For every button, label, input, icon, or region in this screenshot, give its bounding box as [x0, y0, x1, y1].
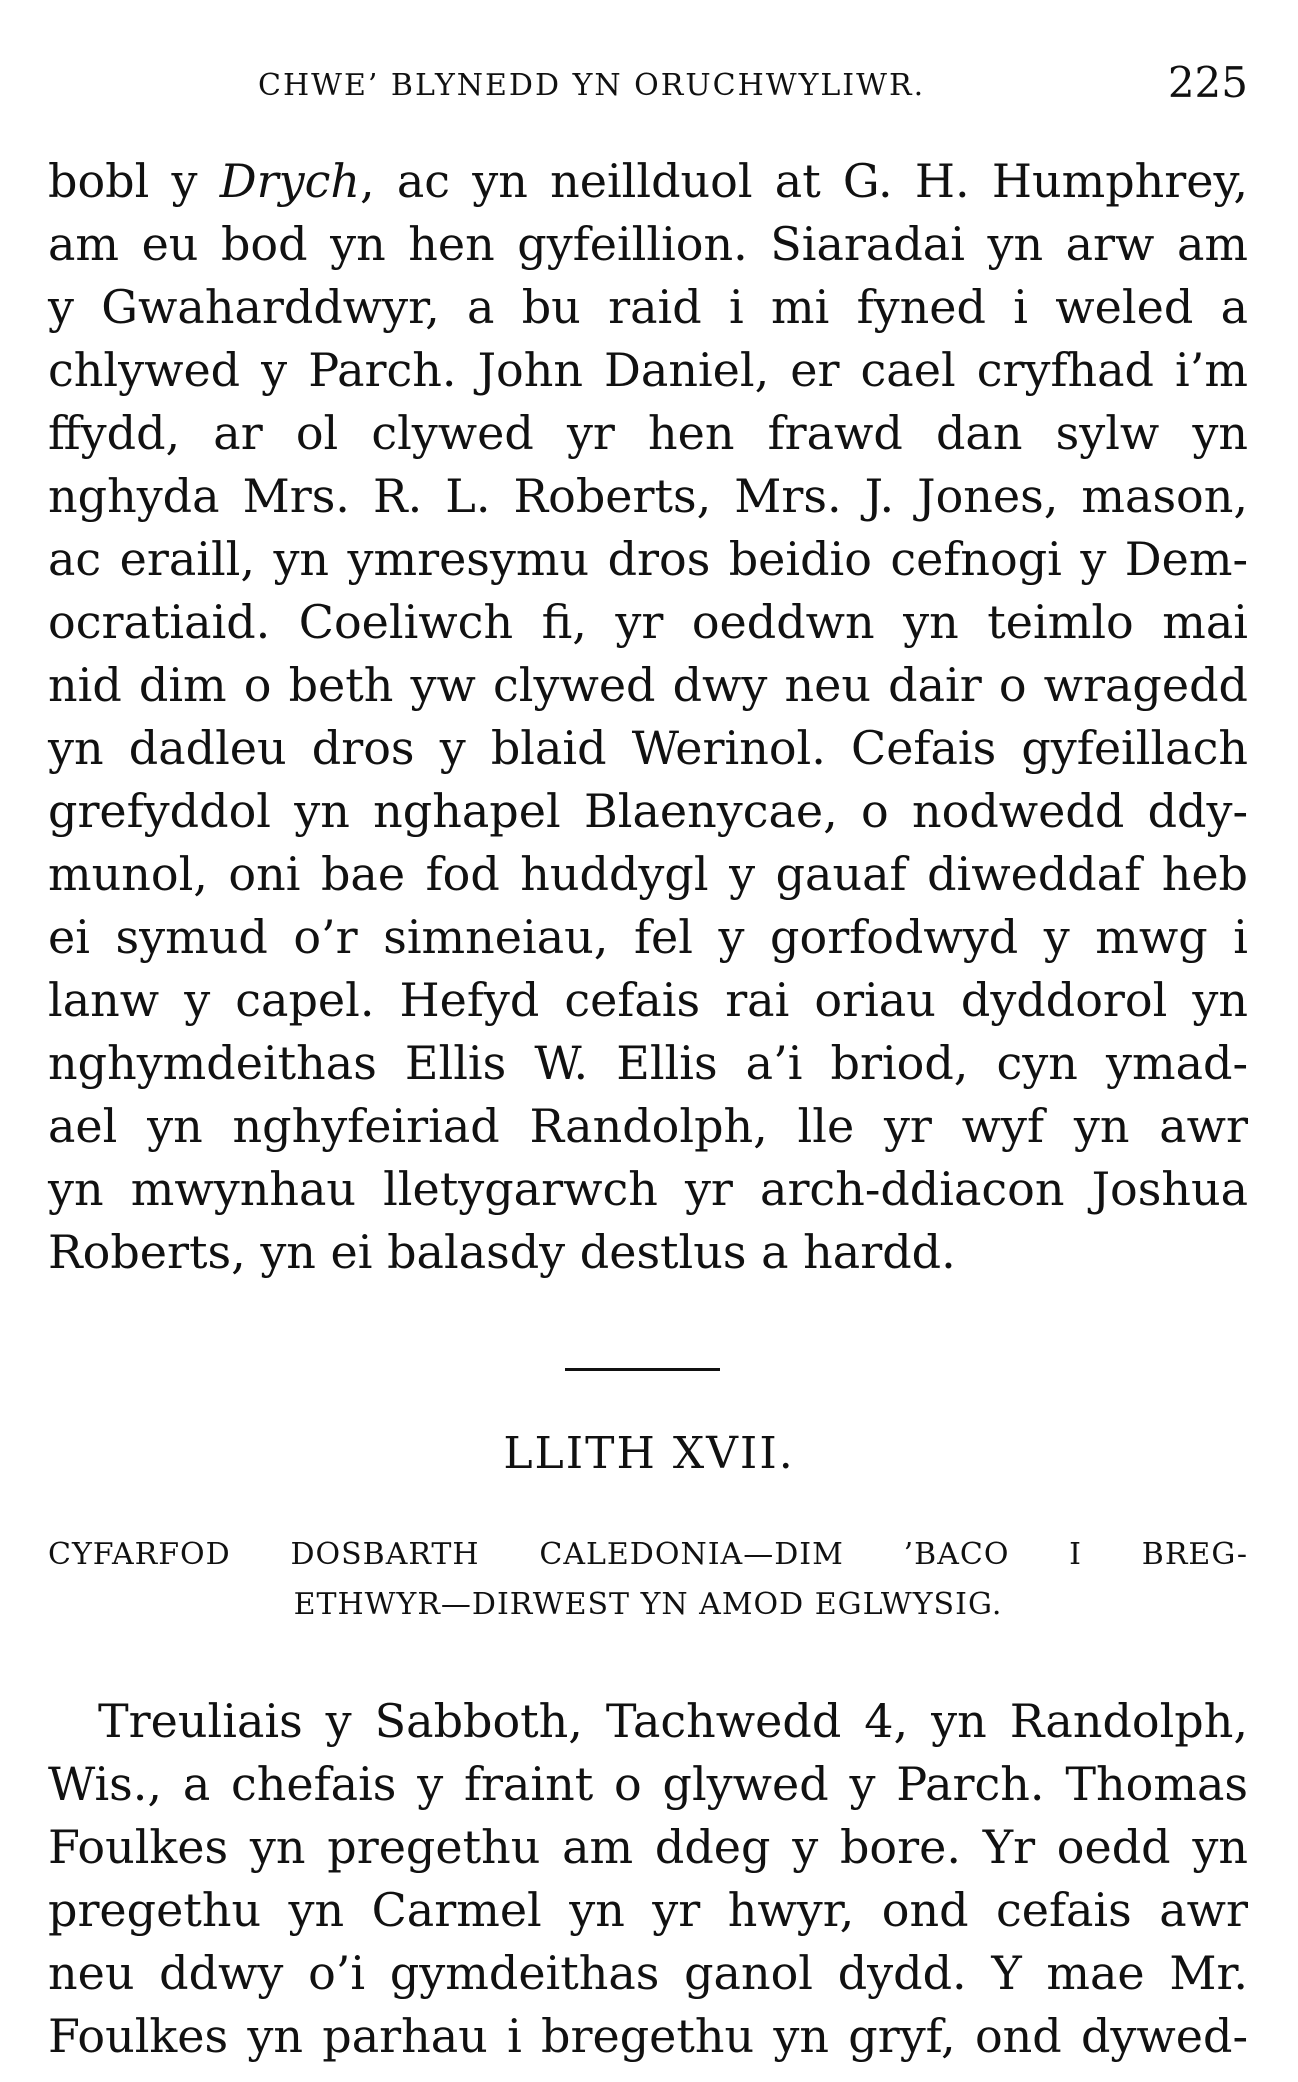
text-line: chlywed y Parch. John Daniel, er cael cryfhad i’m — [48, 343, 1248, 397]
text-line: yn mwynhau lletygarwch yr arch-ddiacon Joshua — [48, 1162, 1248, 1216]
text-line: grefyddol yn nghapel Blaenycae, o nodwedd ddy- — [48, 784, 1248, 838]
text-line: nid dim o beth yw clywed dwy neu dair o wragedd — [48, 658, 1248, 712]
page-number: 225 — [1167, 58, 1248, 107]
text-line: ei symud o’r simneiau, fel y gorfodwyd y mwg i — [48, 910, 1248, 964]
text-line — [48, 150, 1248, 213]
running-title: CHWE’ BLYNEDD YN ORUCHWYLIWR. — [258, 68, 926, 103]
text-segment: , ac yn neillduol at G. H. Humphrey, — [360, 154, 1249, 208]
text-line: ffydd, ar ol clywed yr hen frawd dan sylw yn — [48, 406, 1248, 460]
section-divider — [565, 1368, 720, 1371]
paragraph-1 — [48, 150, 1248, 1284]
text-line: lanw y capel. Hefyd cefais rai oriau dyddorol yn — [48, 973, 1248, 1027]
summary-line: CYFARFOD DOSBARTH CALEDONIA—DIM ’BACO I BREG- — [48, 1537, 1248, 1572]
text-line: yn dadleu dros y blaid Werinol. Cefais gyfeillach — [48, 721, 1248, 775]
text-line: Wis., a chefais y fraint o glywed y Parch. Thomas — [48, 1757, 1248, 1811]
italic-title: Drych — [219, 154, 360, 208]
page-header — [48, 58, 1248, 118]
chapter-summary — [48, 1530, 1248, 1630]
text-line: Roberts, yn ei balasdy destlus a hardd. — [48, 1225, 956, 1279]
text-line: nghyda Mrs. R. L. Roberts, Mrs. J. Jones, mason, — [48, 469, 1248, 523]
text-line: Foulkes yn parhau i bregethu yn gryf, ond dywed- — [48, 2009, 1248, 2063]
text-line: ael yn nghyfeiriad Randolph, lle yr wyf yn awr — [48, 1099, 1248, 1153]
text-segment: bobl y — [48, 154, 220, 208]
summary-line: ETHWYR—DIRWEST YN AMOD EGLWYSIG. — [293, 1587, 1003, 1622]
paragraph-2 — [48, 1690, 1248, 2068]
chapter-title: LLITH XVII. — [503, 1428, 795, 1479]
text-line: ac eraill, yn ymresymu dros beidio cefnogi y Dem- — [48, 532, 1248, 586]
text-line: munol, oni bae fod huddygl y gauaf diweddaf heb — [48, 847, 1248, 901]
text-line: y Gwaharddwyr, a bu raid i mi fyned i weled a — [48, 280, 1248, 334]
text-line: Foulkes yn pregethu am ddeg y bore. Yr oedd yn — [48, 1820, 1248, 1874]
text-line: neu ddwy o’i gymdeithas ganol dydd. Y mae Mr. — [48, 1946, 1248, 2000]
text-line: nghymdeithas Ellis W. Ellis a’i briod, cyn ymad- — [48, 1036, 1248, 1090]
text-line: Treuliais y Sabboth, Tachwedd 4, yn Randolph, — [98, 1694, 1248, 1748]
text-line: pregethu yn Carmel yn yr hwyr, ond cefais awr — [48, 1883, 1248, 1937]
text-line: ocratiaid. Coeliwch fi, yr oeddwn yn teimlo mai — [48, 595, 1248, 649]
text-line: am eu bod yn hen gyfeillion. Siaradai yn arw am — [48, 217, 1248, 271]
